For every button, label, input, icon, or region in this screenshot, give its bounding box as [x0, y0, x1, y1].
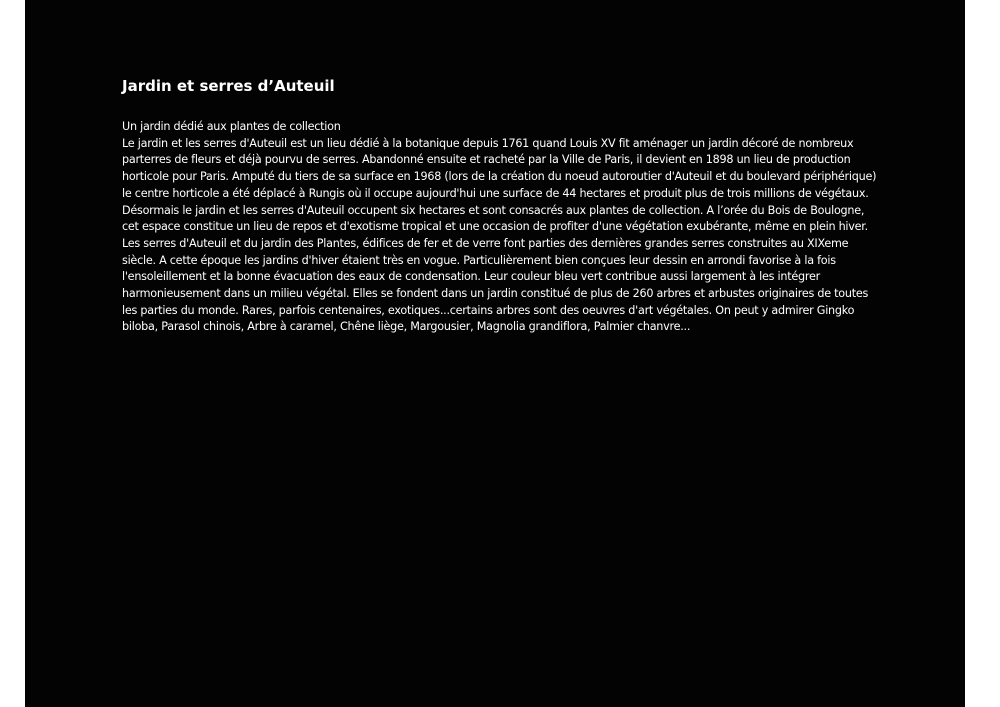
page-title: Jardin et serres d’Auteuil — [122, 77, 335, 95]
paragraph-greenhouses: Les serres d'Auteuil et du jardin des Plantes, édifices de fer et de verre font parties des dernières grandes serres construites au XIXeme siècle. A cette époque les jardins d'hiver étaient très en vogue. Particulièrement bien conçues leur dessin en arrondi favorise à la fois l'ensoleillement et la bonne évacuation des eaux de condensation. Leur couleur bleu vert contribue aussi largement à les intégrer harmonieusement dans un milieu végétal. Elles se fondent dans un jardin constitué de plus de 260 arbres et arbustes originaires de toutes les parties du monde. Rares, parfois centenaires, exotiques...certains arbres sont des oeuvres d'art végétales. On peut y admirer Gingko biloba, Parasol chinois, Arbre à caramel, Chêne liège, Margousier, Magnolia grandiflora, Palmier chanvre... — [122, 236, 869, 334]
paragraph-history: Le jardin et les serres d'Auteuil est un lieu dédié à la botanique depuis 1761 quand Louis XV fit aménager un jardin décoré de nombreux parterres de fleurs et déjà pourvu de serres. Abandonné ensuite et racheté par la Ville de Paris, il devient en 1898 un lieu de production horticole pour Paris. Amputé du tiers de sa surface en 1968 (lors de la création du noeud autoroutier d'Auteuil et du boulevard périphérique) le centre horticole a été déplacé à Rungis où il occupe aujourd'hui une surface de 44 hectares et produit plus de trois millions de végétaux. Désormais le jardin et les serres d'Auteuil occupent six hectares et sont consacrés aux plantes de collection. A l’orée du Bois de Boulogne, cet espace constitue un lieu de repos et d'exotisme tropical et une occasion de profiter d'une végétation exubérante, même en plein hiver. — [122, 136, 877, 234]
text-block — [122, 76, 882, 336]
slide — [25, 0, 965, 707]
subtitle: Un jardin dédié aux plantes de collection — [122, 120, 341, 133]
